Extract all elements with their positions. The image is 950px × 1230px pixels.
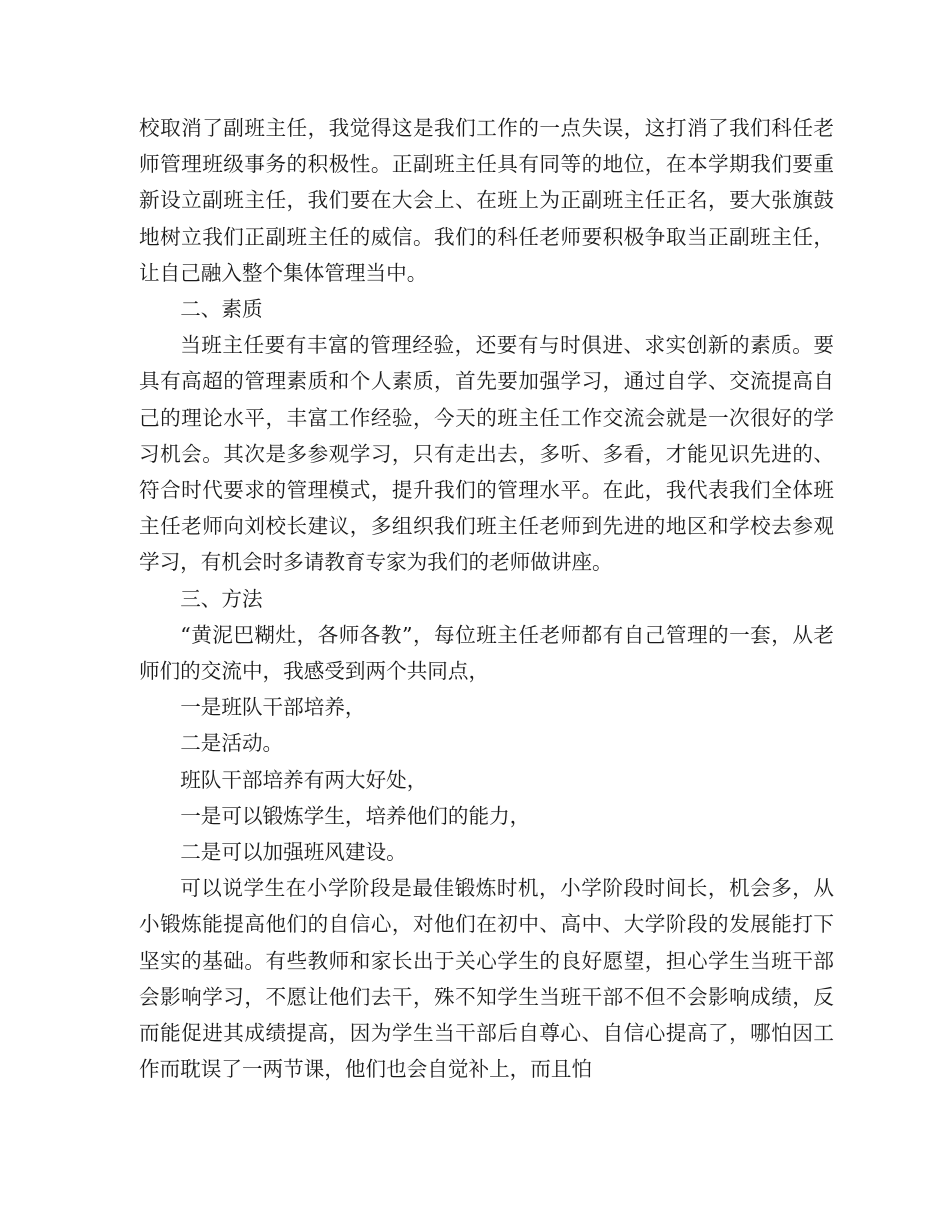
list-item-benefit-two: 二是可以加强班风建设。 [180, 840, 407, 865]
list-item-cadre-training: 一是班队干部培养， [180, 695, 366, 720]
document-body [139, 110, 834, 1087]
list-item-benefit-one: 一是可以锻炼学生，培养他们的能力， [180, 803, 531, 828]
section-heading-method: 三、方法 [180, 586, 263, 611]
section-heading-quality: 二、素质 [180, 297, 263, 322]
paragraph-continued-intro: 校取消了副班主任，我觉得这是我们工作的一点失误，这打消了我们科任老师管理班级事务的积极性。正副班主任具有同等的地位，在本学期我们要重新设立副班主任，我们要在大会上、在班上为正副班主任正名，要大张旗鼓地树立我们正副班主任的威信。我们的科任老师要积极争取当正副班主任，让自己融入整个集体管理当中。 [139, 116, 834, 285]
paragraph-cadre-benefits: 班队干部培养有两大好处， [180, 767, 428, 792]
list-item-activities: 二是活动。 [180, 731, 284, 756]
paragraph-method-intro: “黄泥巴糊灶，各师各教”，每位班主任老师都有自己管理的一套，从老师们的交流中，我感受到两个共同点， [139, 622, 834, 684]
paragraph-student-training: 可以说学生在小学阶段是最佳锻炼时机，小学阶段时间长，机会多，从小锻炼能提高他们的自信心，对他们在初中、高中、大学阶段的发展能打下坚实的基础。有些教师和家长出于关心学生的良好愿望，担心学生当班干部会影响学习，不愿让他们去干，殊不知学生当班干部不但不会影响成绩，反而能促进其成绩提高，因为学生当干部后自尊心、自信心提高了，哪怕因工作而耽误了一两节课，他们也会自觉补上，而且怕 [139, 876, 834, 1082]
paragraph-quality: 当班主任要有丰富的管理经验，还要有与时俱进、求实创新的素质。要具有高超的管理素质和个人素质，首先要加强学习，通过自学、交流提高自己的理论水平，丰富工作经验，今天的班主任工作交流会就是一次很好的学习机会。其次是多参观学习，只有走出去，多听、多看，才能见识先进的、符合时代要求的管理模式，提升我们的管理水平。在此，我代表我们全体班主任老师向刘校长建议，多组织我们班主任老师到先进的地区和学校去参观学习，有机会时多请教育专家为我们的老师做讲座。 [139, 333, 834, 575]
